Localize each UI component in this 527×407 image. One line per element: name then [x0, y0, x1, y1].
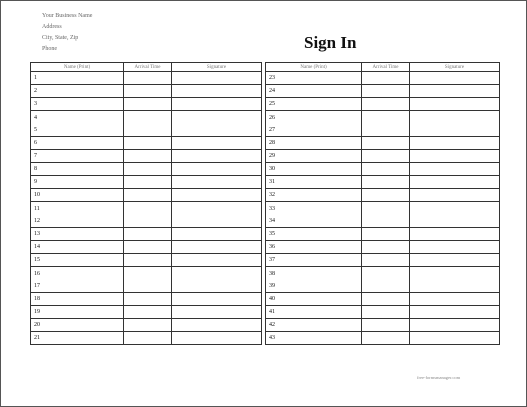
name-cell[interactable] — [266, 306, 362, 319]
signature-cell[interactable] — [172, 228, 262, 241]
row-number: 4 — [34, 114, 37, 121]
table-row — [266, 98, 500, 111]
row-number: 13 — [34, 231, 40, 237]
arrival-time-cell[interactable] — [124, 254, 172, 267]
table-row — [31, 85, 262, 98]
signature-cell[interactable] — [172, 98, 262, 111]
signature-cell[interactable] — [172, 137, 262, 150]
name-cell[interactable] — [266, 332, 362, 345]
signature-cell[interactable] — [410, 228, 500, 241]
signature-cell[interactable] — [172, 319, 262, 332]
column-header-name: Name (Print) — [266, 63, 362, 72]
arrival-time-cell[interactable] — [124, 98, 172, 111]
arrival-time-cell[interactable] — [124, 293, 172, 306]
table-row — [31, 267, 262, 293]
table-row — [266, 306, 500, 319]
name-cell[interactable] — [266, 137, 362, 150]
name-cell[interactable] — [266, 189, 362, 202]
name-cell[interactable] — [266, 319, 362, 332]
name-cell[interactable] — [31, 202, 124, 228]
arrival-time-cell[interactable] — [362, 228, 410, 241]
arrival-time-cell[interactable] — [124, 111, 172, 137]
row-number: 8 — [34, 166, 37, 172]
row-number: 39 — [269, 282, 275, 289]
table-row — [31, 293, 262, 306]
signature-cell[interactable] — [410, 98, 500, 111]
table-row — [31, 228, 262, 241]
row-number: 33 — [269, 205, 275, 212]
signature-cell[interactable] — [410, 137, 500, 150]
row-number: 29 — [269, 153, 275, 159]
name-cell[interactable] — [266, 72, 362, 85]
table-row — [31, 319, 262, 332]
signature-cell[interactable] — [410, 254, 500, 267]
table-row — [266, 293, 500, 306]
business-address: Address — [42, 24, 62, 30]
arrival-time-cell[interactable] — [124, 306, 172, 319]
table-row — [266, 163, 500, 176]
name-cell[interactable] — [31, 111, 124, 137]
table-row — [266, 189, 500, 202]
arrival-time-cell[interactable] — [362, 163, 410, 176]
table-row — [266, 228, 500, 241]
arrival-time-cell[interactable] — [124, 332, 172, 345]
signature-cell[interactable] — [410, 202, 500, 228]
row-number: 20 — [34, 322, 40, 328]
arrival-time-cell[interactable] — [362, 319, 410, 332]
row-number: 6 — [34, 140, 37, 146]
signature-cell[interactable] — [410, 293, 500, 306]
signature-cell[interactable] — [410, 72, 500, 85]
row-number: 42 — [269, 322, 275, 328]
row-number: 1 — [34, 75, 37, 81]
name-cell[interactable] — [31, 293, 124, 306]
row-number: 35 — [269, 231, 275, 237]
table-row — [31, 98, 262, 111]
table-row — [266, 111, 500, 137]
name-cell[interactable] — [31, 98, 124, 111]
name-cell[interactable] — [31, 267, 124, 293]
row-number: 12 — [34, 217, 40, 224]
arrival-time-cell[interactable] — [362, 254, 410, 267]
name-cell[interactable] — [31, 332, 124, 345]
row-number: 26 — [269, 114, 275, 121]
column-header-arrival-time: Arrival Time — [362, 63, 410, 72]
column-header-signature: Signature — [410, 63, 500, 72]
name-cell[interactable] — [31, 241, 124, 254]
arrival-time-cell[interactable] — [362, 98, 410, 111]
row-number: 7 — [34, 153, 37, 159]
name-cell[interactable] — [266, 267, 362, 293]
page-title: Sign In — [304, 33, 357, 52]
row-number: 23 — [269, 75, 275, 81]
arrival-time-cell[interactable] — [124, 228, 172, 241]
name-cell[interactable] — [31, 306, 124, 319]
signature-cell[interactable] — [172, 85, 262, 98]
signature-cell[interactable] — [172, 293, 262, 306]
name-cell[interactable] — [31, 72, 124, 85]
row-number: 11 — [34, 205, 40, 212]
table-row — [266, 332, 500, 345]
signature-cell[interactable] — [410, 163, 500, 176]
business-phone: Phone — [42, 46, 57, 52]
name-cell[interactable] — [266, 85, 362, 98]
signature-cell[interactable] — [172, 163, 262, 176]
signature-cell[interactable] — [172, 189, 262, 202]
sign-in-table-left — [30, 62, 262, 345]
table-row — [31, 111, 262, 137]
table-row — [266, 241, 500, 254]
name-cell[interactable] — [266, 228, 362, 241]
signature-cell[interactable] — [410, 176, 500, 189]
signature-cell[interactable] — [410, 241, 500, 254]
table-row — [31, 254, 262, 267]
row-number: 30 — [269, 166, 275, 172]
row-number: 34 — [269, 217, 275, 224]
name-cell[interactable] — [31, 319, 124, 332]
name-cell[interactable] — [266, 254, 362, 267]
row-number: 3 — [34, 101, 37, 107]
arrival-time-cell[interactable] — [362, 267, 410, 293]
table-row — [31, 137, 262, 150]
table-row — [31, 306, 262, 319]
row-number: 5 — [34, 126, 37, 133]
sign-in-table-right — [265, 62, 500, 345]
table-row — [266, 176, 500, 189]
table-row — [266, 267, 500, 293]
arrival-time-cell[interactable] — [362, 332, 410, 345]
name-cell[interactable] — [31, 85, 124, 98]
table-row — [31, 241, 262, 254]
signature-cell[interactable] — [410, 150, 500, 163]
arrival-time-cell[interactable] — [362, 137, 410, 150]
signature-cell[interactable] — [172, 150, 262, 163]
table-row — [266, 254, 500, 267]
signature-cell[interactable] — [410, 332, 500, 345]
column-header-arrival-time: Arrival Time — [124, 63, 172, 72]
row-number: 32 — [269, 192, 275, 198]
arrival-time-cell[interactable] — [124, 319, 172, 332]
arrival-time-cell[interactable] — [362, 241, 410, 254]
row-number: 40 — [269, 296, 275, 302]
arrival-time-cell[interactable] — [124, 72, 172, 85]
arrival-time-cell[interactable] — [124, 267, 172, 293]
name-cell[interactable] — [31, 150, 124, 163]
row-number: 9 — [34, 179, 37, 185]
arrival-time-cell[interactable] — [362, 85, 410, 98]
signature-cell[interactable] — [410, 85, 500, 98]
row-number: 25 — [269, 101, 275, 107]
table-row — [31, 189, 262, 202]
arrival-time-cell[interactable] — [124, 150, 172, 163]
row-number: 21 — [34, 335, 40, 341]
table-row — [266, 319, 500, 332]
signature-cell[interactable] — [172, 241, 262, 254]
arrival-time-cell[interactable] — [362, 72, 410, 85]
table-row — [266, 72, 500, 85]
arrival-time-cell[interactable] — [362, 202, 410, 228]
name-cell[interactable] — [31, 163, 124, 176]
row-number: 28 — [269, 140, 275, 146]
signature-cell[interactable] — [410, 306, 500, 319]
row-number: 2 — [34, 88, 37, 94]
arrival-time-cell[interactable] — [362, 150, 410, 163]
name-cell[interactable] — [266, 111, 362, 137]
signature-cell[interactable] — [410, 319, 500, 332]
table-row — [31, 150, 262, 163]
row-number: 41 — [269, 309, 275, 315]
arrival-time-cell[interactable] — [124, 85, 172, 98]
row-number: 36 — [269, 244, 275, 250]
row-number: 24 — [269, 88, 275, 94]
table-row — [31, 202, 262, 228]
row-number: 43 — [269, 335, 275, 341]
signature-cell[interactable] — [172, 332, 262, 345]
signature-cell[interactable] — [410, 111, 500, 137]
row-number: 14 — [34, 244, 40, 250]
arrival-time-cell[interactable] — [124, 137, 172, 150]
signature-cell[interactable] — [172, 72, 262, 85]
signature-cell[interactable] — [172, 176, 262, 189]
row-number: 16 — [34, 270, 40, 277]
table-row — [266, 150, 500, 163]
signature-cell[interactable] — [172, 254, 262, 267]
row-number: 27 — [269, 126, 275, 133]
name-cell[interactable] — [266, 176, 362, 189]
arrival-time-cell[interactable] — [362, 176, 410, 189]
signature-cell[interactable] — [172, 202, 262, 228]
table-row — [266, 137, 500, 150]
row-number: 17 — [34, 282, 40, 289]
arrival-time-cell[interactable] — [362, 111, 410, 137]
name-cell[interactable] — [31, 176, 124, 189]
arrival-time-cell[interactable] — [124, 202, 172, 228]
name-cell[interactable] — [266, 241, 362, 254]
arrival-time-cell[interactable] — [124, 189, 172, 202]
signature-cell[interactable] — [410, 267, 500, 293]
table-row — [31, 332, 262, 345]
table-row — [266, 85, 500, 98]
table-row — [31, 176, 262, 189]
column-header-name: Name (Print) — [31, 63, 124, 72]
row-number: 15 — [34, 257, 40, 263]
table-row — [31, 72, 262, 85]
signature-cell[interactable] — [172, 111, 262, 137]
table-header-row — [266, 63, 500, 72]
row-number: 38 — [269, 270, 275, 277]
arrival-time-cell[interactable] — [124, 241, 172, 254]
business-name: Your Business Name — [42, 13, 93, 19]
name-cell[interactable] — [266, 293, 362, 306]
signature-cell[interactable] — [172, 306, 262, 319]
row-number: 10 — [34, 192, 40, 198]
arrival-time-cell[interactable] — [362, 189, 410, 202]
name-cell[interactable] — [31, 254, 124, 267]
business-info — [42, 11, 92, 55]
name-cell[interactable] — [266, 98, 362, 111]
name-cell[interactable] — [266, 150, 362, 163]
footer-credit: free-formsmanager.com — [417, 375, 461, 380]
row-number: 18 — [34, 296, 40, 302]
arrival-time-cell[interactable] — [124, 163, 172, 176]
table-header-row — [31, 63, 262, 72]
arrival-time-cell[interactable] — [362, 306, 410, 319]
table-row — [31, 163, 262, 176]
row-number: 19 — [34, 309, 40, 315]
column-header-signature: Signature — [172, 63, 262, 72]
signature-cell[interactable] — [410, 189, 500, 202]
name-cell[interactable] — [31, 228, 124, 241]
name-cell[interactable] — [266, 163, 362, 176]
row-number: 31 — [269, 179, 275, 185]
business-city-state-zip: City, State, Zip — [42, 35, 79, 41]
signature-cell[interactable] — [172, 267, 262, 293]
table-row — [266, 202, 500, 228]
name-cell[interactable] — [266, 202, 362, 228]
name-cell[interactable] — [31, 137, 124, 150]
row-number: 37 — [269, 257, 275, 263]
name-cell[interactable] — [31, 189, 124, 202]
arrival-time-cell[interactable] — [124, 176, 172, 189]
arrival-time-cell[interactable] — [362, 293, 410, 306]
